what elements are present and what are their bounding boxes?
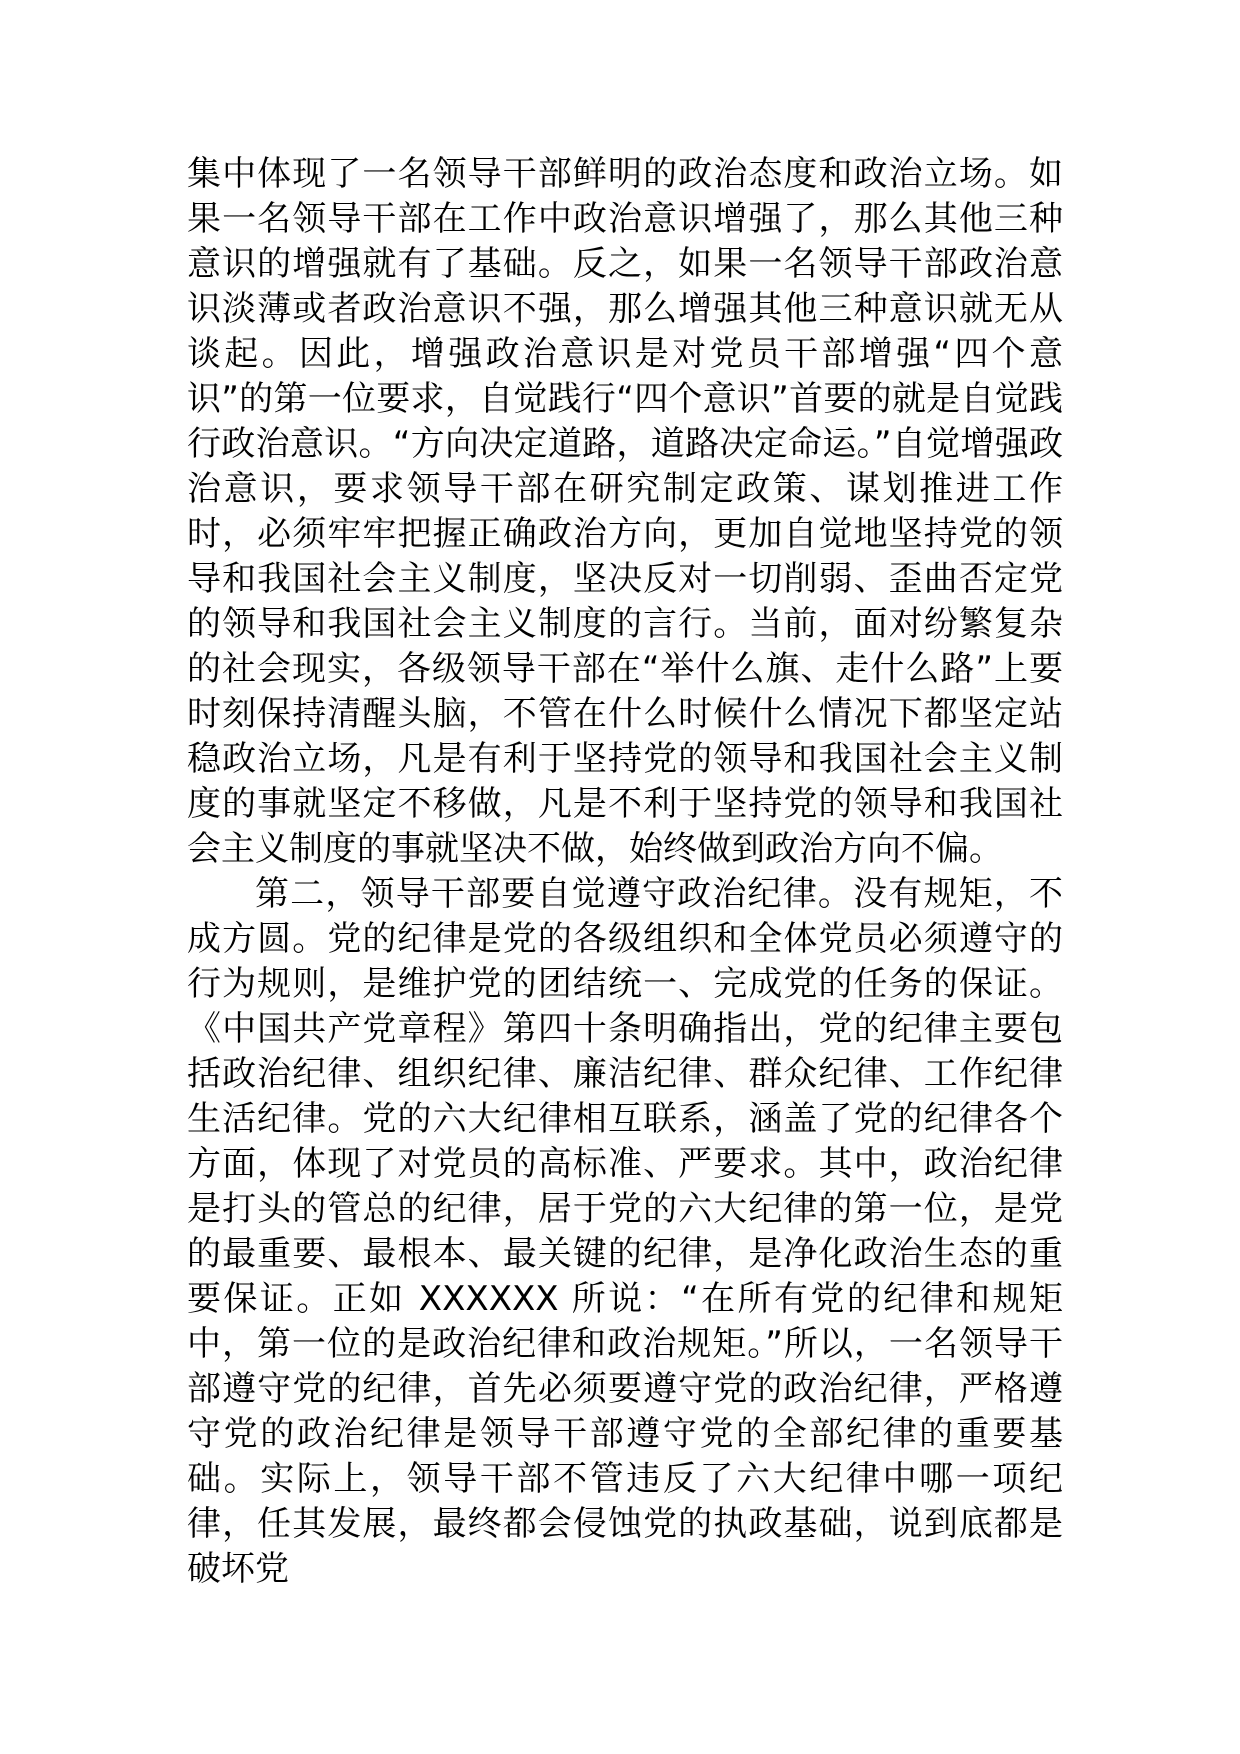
paragraph-1: 集中体现了一名领导干部鲜明的政治态度和政治立场。如果一名领导干部在工作中政治意识增强了，那么其他三种意识的增强就有了基础。反之，如果一名领导干部政治意识淡薄或者政治意识不强，那么增强其他三种意识就无从谈起。因此，增强政治意识是对党员干部增强“四个意识”的第一位要求，自觉践行“四个意识”首要的就是自觉践行政治意识。“方向决定道路，道路决定命运。”自觉增强政治意识，要求领导干部在研究制定政策、谋划推进工作时，必须牢牢把握正确政治方向，更加自觉地坚持党的领导和我国社会主义制度，坚决反对一切削弱、歪曲否定党的领导和我国社会主义制度的言行。当前，面对纷繁复杂的社会现实，各级领导干部在“举什么旗、走什么路”上要时刻保持清醒头脑，不管在什么时候什么情况下都坚定站稳政治立场，凡是有利于坚持党的领导和我国社会主义制度的事就坚定不移做，凡是不利于坚持党的领导和我国社会主义制度的事就坚决不做，始终做到政治方向不偏。 — [187, 154, 1063, 869]
document-body — [187, 152, 1063, 1592]
paragraph-2: 第二，领导干部要自觉遵守政治纪律。没有规矩，不成方圆。党的纪律是党的各级组织和全体党员必须遵守的行为规则，是维护党的团结统一、完成党的任务的保证。《中国共产党章程》第四十条明确指出，党的纪律主要包括政治纪律、组织纪律、廉洁纪律、群众纪律、工作纪律生活纪律。党的六大纪律相互联系，涵盖了党的纪律各个方面，体现了对党员的高标准、严要求。其中，政治纪律是打头的管总的纪律，居于党的六大纪律的第一位，是党的最重要、最根本、最关键的纪律，是净化政治生态的重要保证。正如 XXXXXX 所说：“在所有党的纪律和规矩中，第一位的是政治纪律和政治规矩。”所以，一名领导干部遵守党的纪律，首先必须要遵守党的政治纪律，严格遵守党的政治纪律是领导干部遵守党的全部纪律的重要基础。实际上，领导干部不管违反了六大纪律中哪一项纪律，任其发展，最终都会侵蚀党的执政基础，说到底都是破坏党 — [187, 874, 1063, 1589]
